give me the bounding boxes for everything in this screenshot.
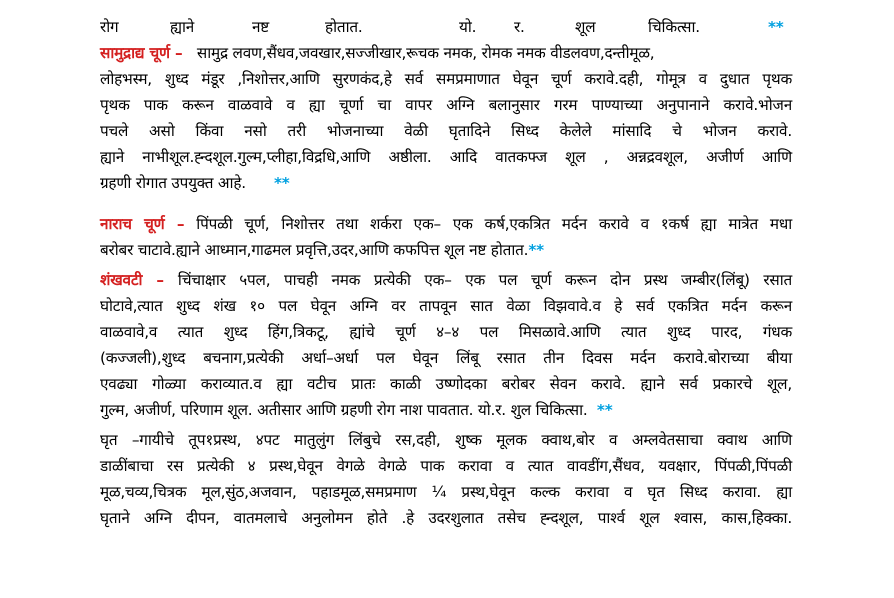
section-stars: ** <box>768 18 784 36</box>
naraach-text: बरोबर चाटावे.ह्याने आध्मान,गाढमल प्रवृत्ति,उदर,आणि कफपित्त शूल नष्ट होतात. <box>100 241 529 259</box>
samudradya-dash: – <box>169 44 188 62</box>
samudradya-line-1 <box>100 40 792 66</box>
shankhvati-text: चिंचाक्षार ५पल, पाचही नमक प्रत्येकी एक– एक पल चूर्ण करून दोन प्रस्थ जम्बीर(लिंबू) रसात <box>177 271 793 289</box>
samudradya-line: पचले असो किंवा नसो तरी भोजनाच्या वेळी घृतादिने सिध्द केलेले मांसादि चे भोजन करावे. <box>100 122 792 140</box>
top-word: चिकित्सा. <box>648 18 700 36</box>
naraach-dash: – <box>164 215 185 233</box>
ghruta-line: घृत –गायीचे तूप१प्रस्थ, ४पट मातुलुंग लिंबुचे रस,दही, शुष्क मूलक क्वाथ,बोर व अम्लवेतसाचा क्वाथ आणि <box>100 431 792 449</box>
shankhvati-line: वाळवावे,व त्यात शुध्द हिंग,त्रिकटू, ह्यांचे चूर्ण ४–४ पल मिसळावे.आणि त्यात शुध्द पारद, गंधक <box>100 323 792 341</box>
samudradya-line: ह्याने नाभीशूल.ह्न्दशूल.गुल्म,प्लीहा,विद्रधि,आणि अष्ठीला. आदि वातकफ्ज शूल , अन्नद्रवशूल, अजीर्ण आणि <box>100 148 792 166</box>
shankhvati-text: गुल्म, अजीर्ण, परिणाम शूल. अतीसार आणि ग्रहणी रोग नाश पावतात. यो.र. शुल चिकित्सा. <box>100 401 588 419</box>
top-word: शूल <box>575 18 596 36</box>
ghruta-line: घृताने अग्नि दीपन, वातमलाचे अनुलोमन होते .हे उदरशुलात तसेच ह्न्दशूल, पार्श्व शूल श्वास, कास,हिक्का. <box>100 509 792 527</box>
samudradya-line: लोहभस्म, शुध्द मंडूर ,निशोत्तर,आणि सुरणकंद,हे सर्व समप्रमाणात घेवून चूर्ण करावे.दही, गोमूत्र व दुधात पृथक <box>100 70 792 88</box>
shankhvati-line: एवढ्या गोळ्या कराव्यात.व ह्या वटीच प्रातः काळी उष्णोदका बरोबर सेवन करावे. ह्याने सर्व प्रकारचे शूल, <box>100 375 792 393</box>
top-line <box>100 14 792 40</box>
top-word: यो. <box>459 18 477 36</box>
shankhvati-dash: – <box>142 271 178 289</box>
top-word: ह्याने <box>170 18 195 36</box>
samudradya-text: सामुद्र लवण,सैंधव,जवखार,सज्जीखार,रूचक नमक, रोमक नमक वीडलवण,दन्तीमूळ, <box>196 44 655 62</box>
samudradya-last-line <box>100 170 792 196</box>
samudradya-text: ग्रहणी रोगात उपयुक्त आहे. <box>100 174 246 192</box>
naraach-line-1 <box>100 211 792 237</box>
top-word: नष्ट <box>252 18 270 36</box>
section-stars: ** <box>273 174 290 192</box>
naraach-heading: नाराच चूर्ण <box>100 215 165 233</box>
shankhvati-line: (कज्जली),शुध्द बचनाग,प्रत्येकी अर्धा–अर्धा पल घेवून लिंबू रसात तीन दिवस मर्दन करावे.बोराच्या बीया <box>100 349 792 367</box>
naraach-last-line <box>100 237 792 263</box>
ghruta-line: डाळींबाचा रस प्रत्येकी ४ प्रस्थ,घेवून वेगळे वेगळे पाक करावा व त्यात वावडींग,सैंधव, यवक्षार, पिंपळी,पिंपळी <box>100 457 792 475</box>
document-page <box>100 14 792 531</box>
top-word: रोग <box>100 18 119 36</box>
samudradya-heading: सामुद्राद्य चूर्ण <box>100 44 170 62</box>
shankhvati-line: घोटावे,त्यात शुध्द शंख १० पल घेवून अग्नि वर तापवून सात वेळा विझवावे.व हे सर्व एकत्रित मर्दन करून <box>100 297 792 315</box>
shankhvati-heading: शंखवटी <box>100 271 143 289</box>
top-word: होतात. <box>325 18 363 36</box>
section-stars: ** <box>528 241 544 259</box>
naraach-text: पिंपळी चूर्ण, निशोत्तर तथा शर्करा एक– एक कर्ष,एकत्रित मर्दन करावे व १कर्ष ह्या मात्रेत मधा <box>196 215 792 233</box>
section-stars: ** <box>596 401 613 419</box>
ghruta-line: मूळ,चव्य,चित्रक मूल,सुंठ,अजवान, पहाडमूळ,समप्रमाण ¼ प्रस्थ,घेवून कल्क करावा व घृत सिध्द करावा. ह्या <box>100 483 792 501</box>
samudradya-line: पृथक पाक करून वाळवावे व ह्या चूर्णा चा वापर अग्नि बलानुसार गरम पाण्याच्या अनुपानाने करावे.भोजन <box>100 96 792 114</box>
top-word: र. <box>514 18 525 36</box>
shankhvati-line-1 <box>100 267 792 293</box>
shankhvati-last-line <box>100 397 792 423</box>
